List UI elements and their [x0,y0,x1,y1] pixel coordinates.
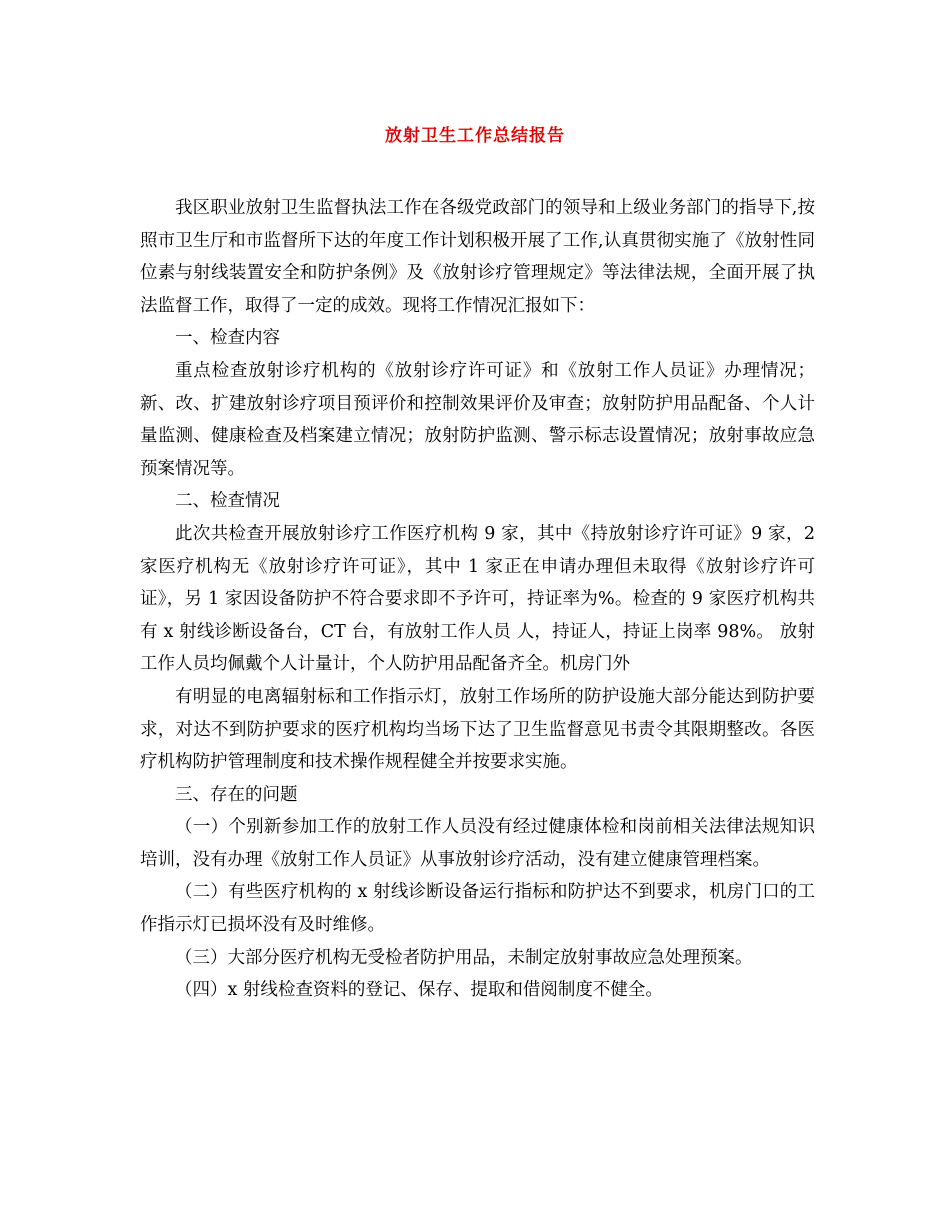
problem-item-3: （三）大部分医疗机构无受检者防护用品，未制定放射事故应急处理预案。 [175,947,753,968]
problem-item-1: （一）个别新参加工作的放射工作人员没有经过健康体检和岗前相关法律法规知识培训，没有办理《放射工作人员证》从事放射诊疗活动，没有建立健康管理档案。 [140,817,815,870]
paragraph-intro: 我区职业放射卫生监督执法工作在各级党政部门的领导和上级业务部门的指导下,按照市卫生厅和市监督所下达的年度工作计划积极开展了工作,认真贯彻实施了《放射性同位素与射线装置安全和防护条例》及《放射诊疗管理规定》等法律法规，全面开展了执法监督工作，取得了一定的成效。现将工作情况汇报如下： [140,198,815,316]
problem-item-2: （二）有些医疗机构的 x 射线诊断设备运行指标和防护达不到要求，机房门口的工作指示灯已损坏没有及时维修。 [140,882,815,936]
paragraph-inspection-content: 重点检查放射诊疗机构的《放射诊疗许可证》和《放射工作人员证》办理情况；新、改、扩建放射诊疗项目预评价和控制效果评价及审查；放射防护用品配备、个人计量监测、健康检查及档案建立情况；放射防护监测、警示标志设置情况；放射事故应急预案情况等。 [140,360,815,479]
section-heading-existing-problems: 三、存在的问题 [175,784,298,805]
section-heading-inspection-content: 一、检查内容 [175,328,280,349]
paragraph-inspection-status-continued: 有明显的电离辐射标和工作指示灯，放射工作场所的防护设施大部分能达到防护要求，对达不到防护要求的医疗机构均当场下达了卫生监督意见书责令其限期整改。各医疗机构防护管理制度和技术操作规程健全并按要求实施。 [140,686,815,773]
document-title: 放射卫生工作总结报告 [385,126,565,146]
paragraph-inspection-status: 此次共检查开展放射诊疗工作医疗机构 9 家，其中《持放射诊疗许可证》9 家，2 家医疗机构无《放射诊疗许可证》，其中 1 家正在申请办理但未取得《放射诊疗许可证》，另 1 家因设备防护不符合要求即不予许可，持证率为%。检查的 9 家医疗机构共有 x 射线诊断设备台，CT 台，有放射工作人员 人，持证人，持证上岗率 98%。 放射工作人员均佩戴个人计量计，个人防护用品配备齐全。机房门外 [140,523,815,675]
problem-item-4: （四）x 射线检查资料的登记、保存、提取和借阅制度不健全。 [175,980,663,1001]
section-heading-inspection-status: 二、检查情况 [175,491,280,512]
document-body [140,192,815,1007]
